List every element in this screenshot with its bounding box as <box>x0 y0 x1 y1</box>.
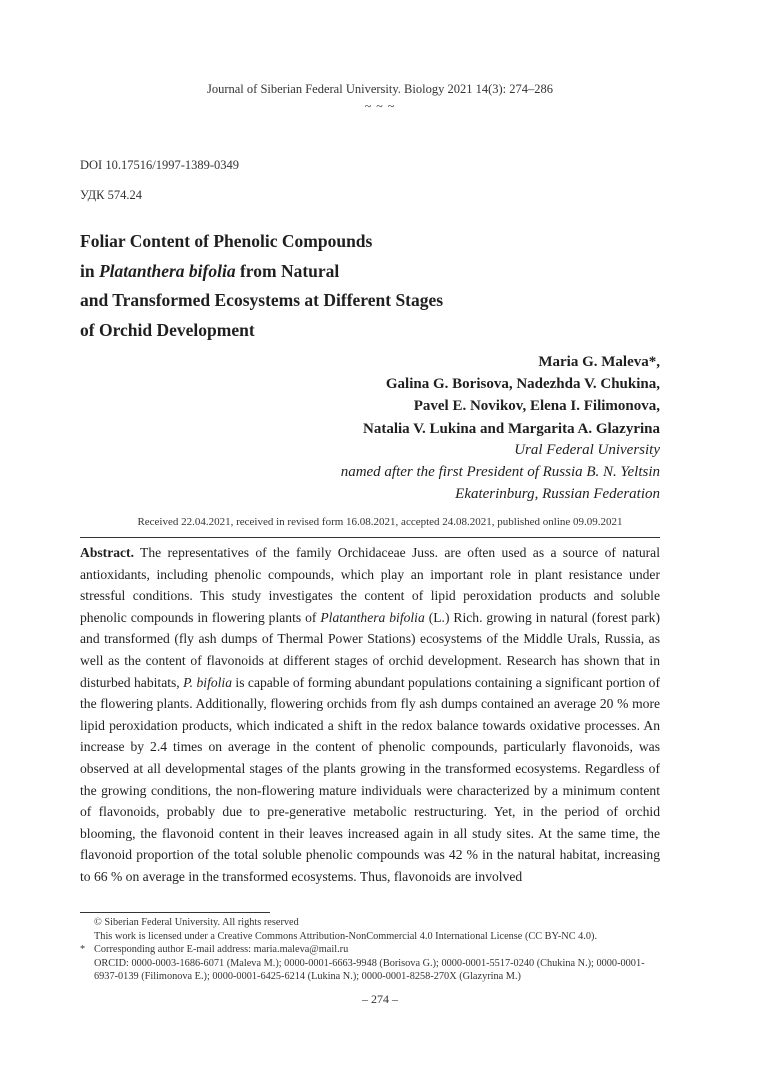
abstract <box>80 542 660 888</box>
abstract-label: Abstract. <box>80 545 134 560</box>
corresponding-email: Corresponding author E-mail address: maria.maleva@mail.ru <box>94 944 349 956</box>
abstract-divider <box>80 537 660 538</box>
footnote-copyright: © Siberian Federal University. All rights reserved <box>94 917 299 928</box>
footnote-star: * <box>80 944 86 956</box>
affiliation-line-1: Ural Federal University <box>514 442 660 458</box>
title-line-1: Foliar Content of Phenolic Compounds <box>80 231 373 251</box>
author-line-4: Natalia V. Lukina and Margarita A. Glazyrina <box>363 420 660 437</box>
footnote-corresponding <box>80 943 660 957</box>
title-line-2-pre: in <box>80 260 99 281</box>
affiliation-line-3: Ekaterinburg, Russian Federation <box>455 486 660 502</box>
affiliation <box>100 439 660 505</box>
author-line-3: Pavel E. Novikov, Elena I. Filimonova, <box>413 398 660 415</box>
author-list <box>100 351 660 440</box>
page-number: – 274 – <box>362 992 398 1006</box>
title-species: Platanthera bifolia <box>98 260 236 281</box>
title-line-2 <box>80 257 640 287</box>
author-line-2: Galina G. Borisova, Nadezhda V. Chukina, <box>385 376 660 393</box>
footnote-license: This work is licensed under a Creative Commons Attribution-NonCommercial 4.0 International License (CC BY-NC 4.0). <box>94 930 598 942</box>
udk-code: УДК 574.24 <box>80 188 142 202</box>
received-dates: Received 22.04.2021, received in revised form 16.08.2021, accepted 24.08.2021, published online 09.09.2021 <box>137 516 623 528</box>
abstract-text-2: (L.) Rich. growing in natural (forest park) and transformed (fly ash dumps of Thermal Power Stations) ecosystems of the Middle Urals, Russia, as well as the content of flavonoids at different stages of orchid development. Research has shown that in disturbed habitats, <box>80 609 660 690</box>
paper-title <box>80 227 640 345</box>
title-line-3: and Transformed Ecosystems at Different Stages <box>80 290 444 310</box>
abstract-species-1: Platanthera bifolia <box>320 609 425 625</box>
abstract-species-2: P. bifolia <box>183 674 232 690</box>
header-separator: ~ ~ ~ <box>364 99 396 113</box>
title-line-4: of Orchid Development <box>80 319 255 340</box>
affiliation-line-2: named after the first President of Russia B. N. Yeltsin <box>340 464 660 480</box>
footnotes <box>80 916 660 984</box>
doi: DOI 10.17516/1997-1389-0349 <box>80 158 240 172</box>
footnote-divider <box>80 912 270 913</box>
journal-header: Journal of Siberian Federal University. Biology 2021 14(3): 274–286 <box>206 82 553 96</box>
abstract-text-1: The representatives of the family Orchidaceae Juss. are often used as a source of natural antioxidants, including phenolic compounds, which play an important role in plant resistance under stressful conditions. This study investigates the content of lipid peroxidation products and soluble phenolic compounds in flowering plants of <box>80 545 660 625</box>
abstract-text-3: is capable of forming abundant populations containing a significant portion of the flowering plants. Additionally, flowering orchids from fly ash dumps contained an average 20 % more lipid peroxidation products, which indicated a shift in the redox balance towards oxidative processes. An increase by 2.4 times on average in the content of phenolic compounds, particularly flavonoids, was observed at all developmental stages of the plants growing in the transformed ecosystems. Regardless of the growing conditions, the non-flowering mature individuals were characterized by a minimum content of flavonoids, probably due to pre-generative metabolic restructuring. Yet, in the period of orchid blooming, the flavonoid content in their leaves increased again in all study sites. At the same time, the flavonoid proportion of the total soluble phenolic compounds was 42 % in the natural habitat, increasing to 66 % on average in the transformed ecosystems. Thus, flavonoids are involved <box>80 674 660 884</box>
footnote-orcid: ORCID: 0000-0003-1686-6071 (Maleva M.); 0000-0001-6663-9948 (Borisova G.); 0000-0001-5517-0240 (Chukina N.); 0000-0001-6937-0139 (Filimonova E.); 0000-0001-6425-6214 (Lukina N.); 0000-0001-8258-270X (Glazyrina M.) <box>94 957 645 983</box>
author-line-1: Maria G. Maleva*, <box>538 354 660 370</box>
title-line-2-post: from Natural <box>235 260 340 281</box>
